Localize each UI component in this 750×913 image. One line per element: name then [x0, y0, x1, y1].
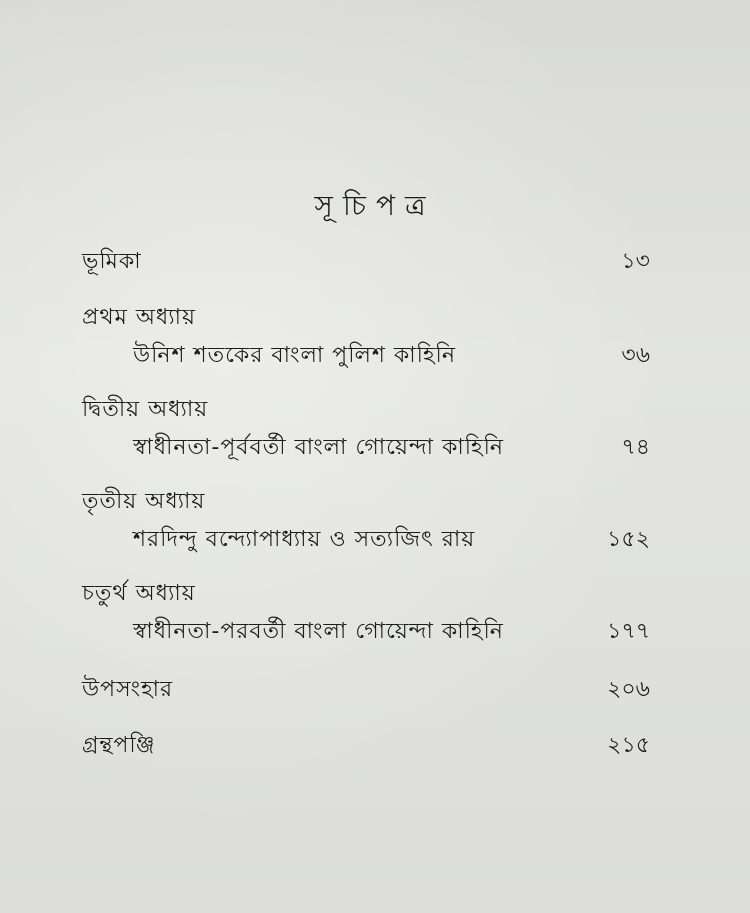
toc-entry-conclusion	[0, 670, 750, 710]
toc-chapter-heading-2	[0, 390, 750, 430]
toc-entry-chapter-3	[0, 520, 750, 560]
toc-entry-bibliography	[0, 726, 750, 766]
page-title: সূচিপত্র	[314, 189, 436, 222]
toc-chapter-heading-3	[0, 482, 750, 522]
toc-entry-chapter-1	[0, 336, 750, 376]
toc-entry-title: উনিশ শতকের বাংলা পুলিশ কাহিনি	[133, 343, 456, 368]
toc-entry-title: উপসংহার	[82, 677, 174, 702]
toc-entry-preface	[0, 242, 750, 282]
toc-entry-title: ভূমিকা	[82, 249, 142, 274]
toc-chapter-title: তৃতীয় অধ্যায়	[82, 489, 206, 514]
toc-entry-title: স্বাধীনতা-পূর্ববর্তী বাংলা গোয়েন্দা কাহিনি	[133, 435, 505, 460]
toc-entry-page: ১৫২	[607, 527, 650, 552]
toc-entry-page: ৭৪	[621, 435, 650, 460]
toc-entry-title: স্বাধীনতা-পরবর্তী বাংলা গোয়েন্দা কাহিনি	[133, 619, 504, 644]
toc-entry-page: ১৭৭	[607, 619, 650, 644]
toc-entry-chapter-4	[0, 612, 750, 652]
toc-chapter-title: প্রথম অধ্যায়	[82, 305, 196, 330]
toc-entry-title: শরদিন্দু বন্দ্যোপাধ্যায় ও সত্যজিৎ রায়	[133, 527, 476, 552]
toc-chapter-title: দ্বিতীয় অধ্যায়	[82, 397, 209, 422]
toc-entry-page: ২০৬	[607, 677, 650, 702]
toc-chapter-heading-4	[0, 574, 750, 614]
toc-entry-page: ১৩	[621, 249, 650, 274]
toc-entry-chapter-2	[0, 428, 750, 468]
toc-chapter-title: চতুর্থ অধ্যায়	[82, 581, 196, 606]
toc-entry-page: ২১৫	[607, 733, 650, 758]
toc-entry-page: ৩৬	[621, 343, 650, 368]
toc-chapter-heading-1	[0, 298, 750, 338]
toc-entry-title: গ্রন্থপঞ্জি	[82, 733, 156, 758]
